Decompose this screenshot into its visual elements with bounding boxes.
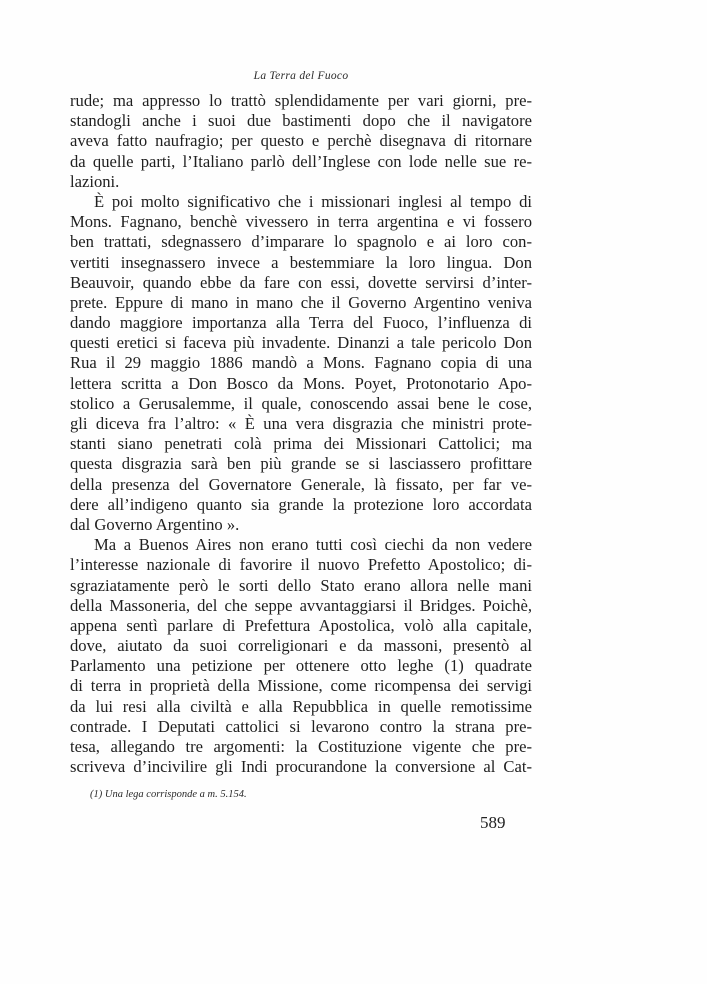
text-line: ben trattati, sdegnassero d’imparare lo spagnolo e ai loro con- <box>70 232 532 252</box>
text-line: di terra in proprietà della Missione, come ricompensa dei servigi <box>70 676 532 696</box>
text-line: scriveva d’incivilire gli Indi procurandone la conversione al Cat- <box>70 757 532 777</box>
text-line: lazioni. <box>70 171 120 191</box>
running-head-title: La Terra del Fuoco <box>253 70 349 82</box>
text-line: sgraziatamente però le sorti dello Stato erano allora nelle mani <box>70 575 532 595</box>
text-line: gli diceva fra l’altro: « È una vera disgrazia che ministri prote- <box>70 414 532 433</box>
text-line: da quelle parti, l’Italiano parlò dell’Inglese con lode nelle sue re- <box>70 151 532 171</box>
text-line: dando maggiore importanza alla Terra del Fuoco, l’influenza di <box>70 313 532 333</box>
text-line: vertiti insegnassero invece a bestemmiare la loro lingua. Don <box>70 252 532 272</box>
footnote: (1) Una lega corrisponde a m. 5.154. <box>90 789 247 800</box>
text-line: della Massoneria, del che seppe avvantaggiarsi il Bridges. Poichè, <box>70 595 532 615</box>
text-line: Mons. Fagnano, benchè vivessero in terra argentina e vi fossero <box>70 212 532 232</box>
text-line: da lui resi alla civiltà e alla Repubblica in quelle remotissime <box>70 696 532 716</box>
text-line: dere all’indigeno quanto sia grande la protezione loro accordata <box>70 494 532 514</box>
page-number: 589 <box>480 813 506 832</box>
text-line: contrade. I Deputati cattolici si levarono contro la strana pre- <box>70 716 532 736</box>
text-line: l’interesse nazionale di favorire il nuovo Prefetto Apostolico; di- <box>70 555 532 575</box>
text-line: aveva fatto naufragio; per questo e perchè disegnava di ritornare <box>70 131 532 151</box>
text-line: della presenza del Governatore Generale, là fissato, per far ve- <box>70 474 532 494</box>
text-line: questa disgrazia sarà ben più grande se si lasciassero profittare <box>70 454 532 474</box>
text-line: stolico a Gerusalemme, il quale, conoscendo assai bene le cose, <box>70 393 532 413</box>
text-line: dove, aiutato da suoi correligionari e da massoni, presentò al <box>70 636 532 656</box>
text-line: appena sentì parlare di Prefettura Apostolica, volò alla capitale, <box>70 615 532 635</box>
text-line: standogli anche i suoi due bastimenti dopo che il navigatore <box>70 111 532 131</box>
text-line: dal Governo Argentino ». <box>70 514 240 534</box>
text-line: Parlamento una petizione per ottenere otto leghe (1) quadrate <box>70 656 532 676</box>
text-line: tesa, allegando tre argomenti: la Costituzione vigente che pre- <box>70 737 532 756</box>
text-line: prete. Eppure di mano in mano che il Governo Argentino veniva <box>70 292 532 312</box>
text-line: Ma a Buenos Aires non erano tutti così ciechi da non vedere <box>94 535 532 555</box>
text-line: Beauvoir, quando ebbe da fare con essi, dovette servirsi d’inter- <box>70 272 532 292</box>
body-text <box>70 91 532 777</box>
text-line: È poi molto significativo che i missionari inglesi al tempo di <box>94 191 532 211</box>
text-line: lettera scritta a Don Bosco da Mons. Poyet, Protonotario Apo- <box>70 373 532 393</box>
text-line: rude; ma appresso lo trattò splendidamente per vari giorni, pre- <box>70 91 532 110</box>
text-line: Rua il 29 maggio 1886 mandò a Mons. Fagnano copia di una <box>70 353 532 373</box>
text-line: questi eretici si faceva più invadente. Dinanzi a tale pericolo Don <box>70 333 532 353</box>
text-line: stanti siano penetrati colà prima dei Missionari Cattolici; ma <box>70 434 532 454</box>
